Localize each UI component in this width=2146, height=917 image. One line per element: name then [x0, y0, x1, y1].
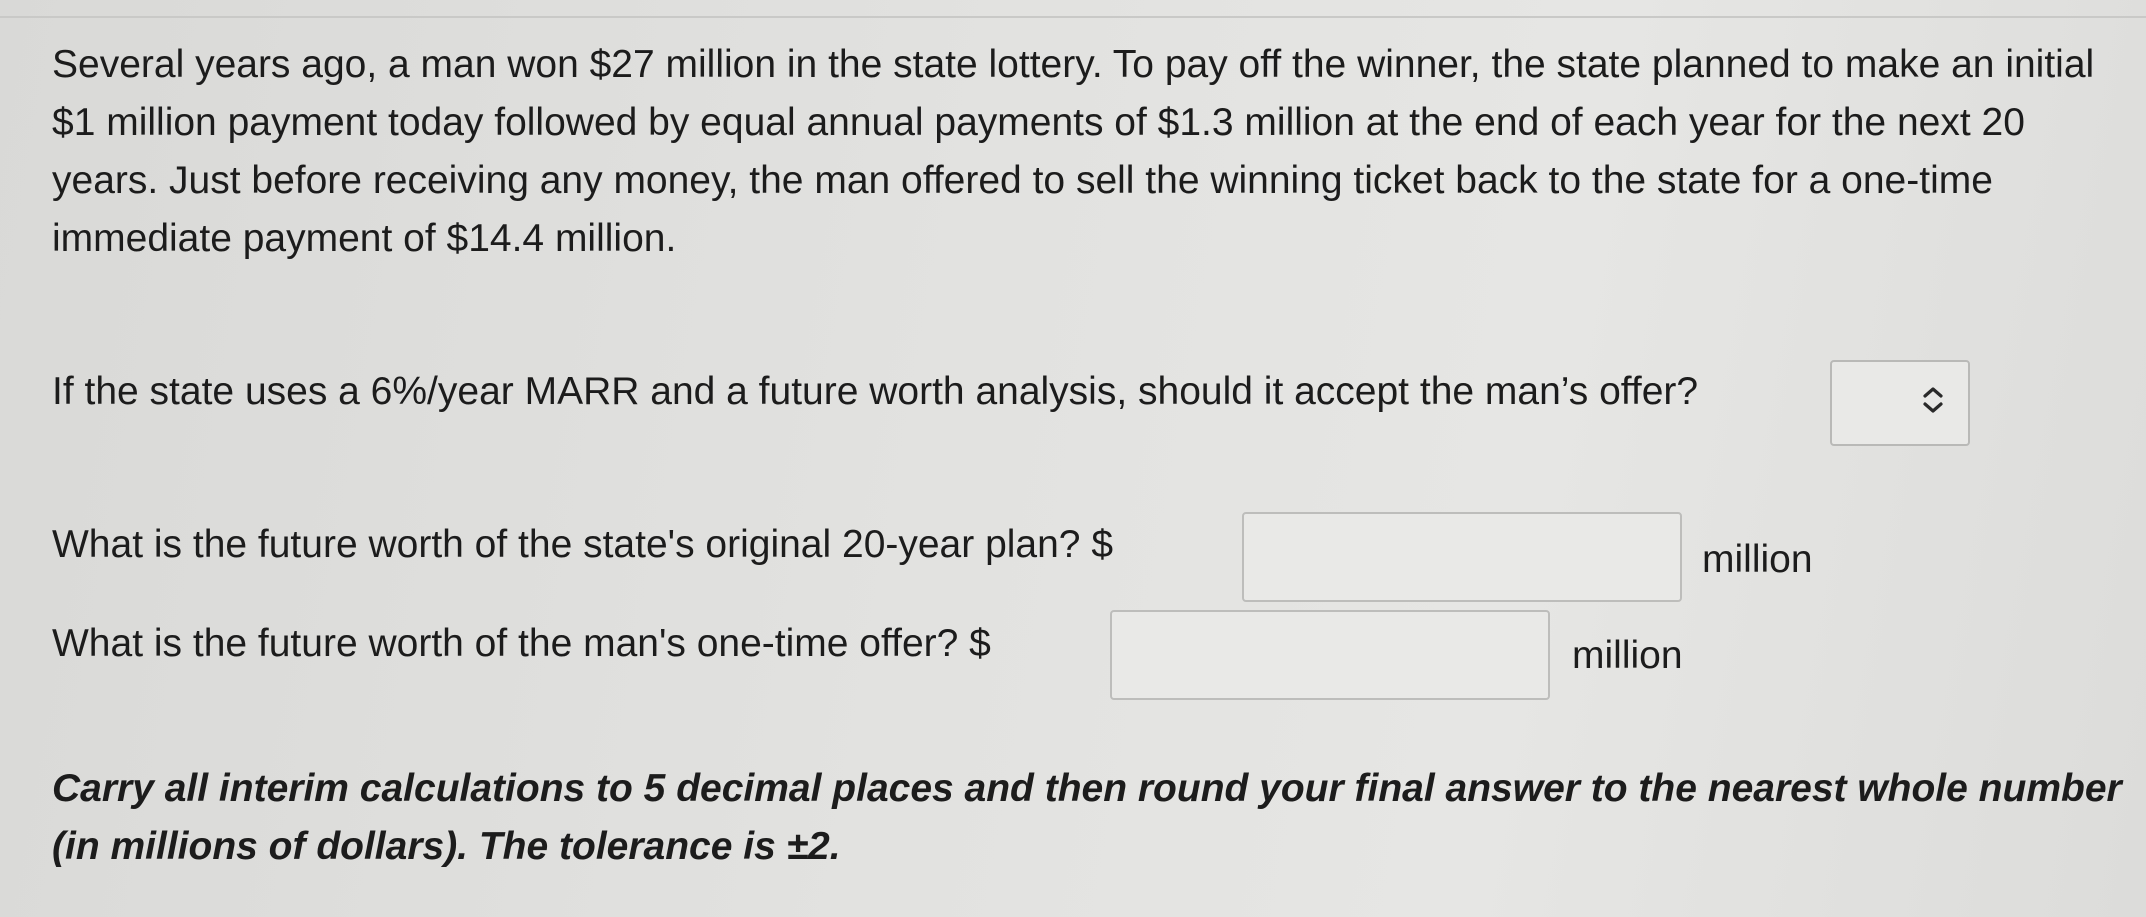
future-worth-offer-input[interactable]: [1110, 610, 1550, 700]
chevron-up-down-icon: [1920, 384, 1946, 427]
future-worth-plan-unit: million: [1702, 538, 1813, 581]
future-worth-plan-input[interactable]: [1242, 512, 1682, 602]
future-worth-plan-question: What is the future worth of the state's original 20-year plan? $: [52, 523, 1114, 566]
rounding-instructions: Carry all interim calculations to 5 decimal places and then round your final answer to the nearest whole number (in millions of dollars). The tolerance is ±2.: [52, 767, 2122, 868]
accept-offer-question: If the state uses a 6%/year MARR and a future worth analysis, should it accept the man’s offer?: [52, 370, 1699, 413]
top-divider: [0, 16, 2146, 18]
accept-offer-select[interactable]: [1830, 360, 1970, 446]
future-worth-offer-unit: million: [1572, 634, 1683, 677]
future-worth-offer-question: What is the future worth of the man's one-time offer? $: [52, 622, 991, 665]
problem-statement: Several years ago, a man won $27 million in the state lottery. To pay off the winner, the state planned to make an initial $1 million payment today followed by equal annual payments of $1.3 million at the end of each year for the next 20 years. Just before receiving any money, the man offered to sell the winning ticket back to the state for a one-time immediate payment of $14.4 million.: [52, 43, 2095, 260]
